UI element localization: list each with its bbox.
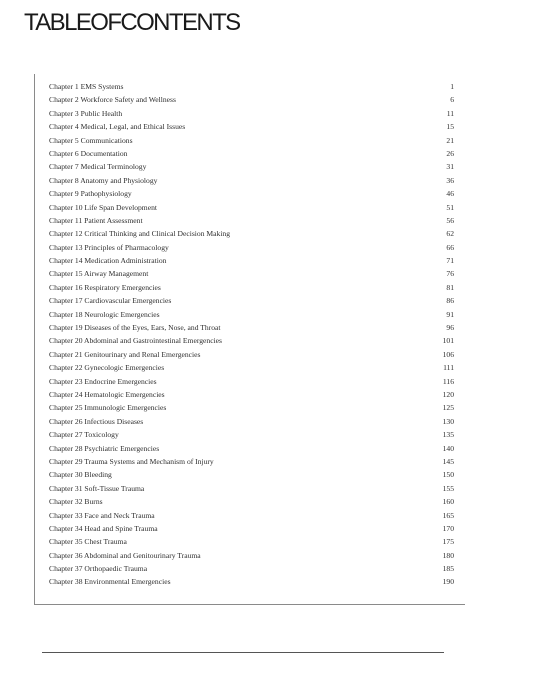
toc-entry-page-number: 91 (446, 309, 454, 319)
toc-entry-page-number: 96 (446, 323, 454, 333)
toc-entry-page-number: 111 (443, 363, 454, 373)
toc-entry-page-number: 11 (446, 108, 454, 118)
toc-entry[interactable] (49, 120, 454, 133)
toc-entry-title: Chapter 19 Diseases of the Eyes, Ears, Nose, and Throat (49, 323, 221, 333)
toc-entry-page-number: 51 (446, 202, 454, 212)
toc-entry-title: Chapter 24 Hematologic Emergencies (49, 389, 165, 399)
toc-entry[interactable] (49, 522, 454, 535)
toc-entry[interactable] (49, 201, 454, 214)
toc-entry-page-number: 185 (442, 564, 454, 574)
toc-entry-page-number: 150 (442, 470, 454, 480)
toc-entry-page-number: 36 (446, 175, 454, 185)
toc-entry-title: Chapter 27 Toxicology (49, 430, 119, 440)
toc-entry[interactable] (49, 308, 454, 321)
toc-entry-page-number: 160 (442, 497, 454, 507)
toc-entry-page-number: 101 (442, 336, 454, 346)
toc-entry[interactable] (49, 254, 454, 267)
toc-entry[interactable] (49, 562, 454, 575)
toc-entry-title: Chapter 12 Critical Thinking and Clinical Decision Making (49, 229, 231, 239)
toc-entry-page-number: 31 (446, 162, 454, 172)
toc-entry-title: Chapter 30 Bleeding (49, 470, 112, 480)
toc-entry-title: Chapter 26 Infectious Diseases (49, 416, 144, 426)
toc-entry-title: Chapter 29 Trauma Systems and Mechanism of Injury (49, 456, 214, 466)
toc-entry-title: Chapter 13 Principles of Pharmacology (49, 242, 169, 252)
toc-entry[interactable] (49, 160, 454, 173)
toc-entry[interactable] (49, 281, 454, 294)
toc-entry[interactable] (49, 428, 454, 441)
toc-entry-title: Chapter 36 Abdominal and Genitourinary Trauma (49, 550, 201, 560)
toc-entry-page-number: 125 (442, 403, 454, 413)
toc-entry[interactable] (49, 321, 454, 334)
toc-entry-title: Chapter 9 Pathophysiology (49, 189, 132, 199)
toc-entry[interactable] (49, 107, 454, 120)
toc-entry-page-number: 81 (446, 282, 454, 292)
toc-entry-page-number: 190 (442, 577, 454, 587)
toc-entry-page-number: 106 (442, 349, 454, 359)
toc-entry[interactable] (49, 549, 454, 562)
toc-entry-title: Chapter 35 Chest Trauma (49, 537, 127, 547)
toc-entry-page-number: 180 (442, 550, 454, 560)
toc-entry-title: Chapter 37 Orthopaedic Trauma (49, 564, 148, 574)
toc-entry-page-number: 165 (442, 510, 454, 520)
toc-entry-title: Chapter 15 Airway Management (49, 269, 149, 279)
toc-entry-page-number: 140 (442, 443, 454, 453)
toc-entry-title: Chapter 14 Medication Administration (49, 256, 167, 266)
toc-entry-title: Chapter 25 Immunologic Emergencies (49, 403, 167, 413)
toc-entry-title: Chapter 10 Life Span Development (49, 202, 157, 212)
toc-entry[interactable] (49, 334, 454, 347)
toc-entry[interactable] (49, 375, 454, 388)
toc-entry-title: Chapter 8 Anatomy and Physiology (49, 175, 158, 185)
toc-entry-title: Chapter 17 Cardiovascular Emergencies (49, 296, 172, 306)
toc-entry[interactable] (49, 147, 454, 160)
toc-entry-page-number: 145 (442, 456, 454, 466)
toc-entry-page-number: 170 (442, 523, 454, 533)
toc-entry[interactable] (49, 187, 454, 200)
toc-entry-title: Chapter 2 Workforce Safety and Wellness (49, 95, 176, 105)
toc-entry-title: Chapter 1 EMS Systems (49, 82, 124, 91)
toc-entry-page-number: 135 (442, 430, 454, 440)
toc-entry-title: Chapter 5 Communications (49, 135, 133, 145)
toc-entry-title: Chapter 20 Abdominal and Gastrointestinal Emergencies (49, 336, 222, 346)
toc-entry[interactable] (49, 80, 454, 93)
toc-entry[interactable] (49, 214, 454, 227)
toc-entry-title: Chapter 7 Medical Terminology (49, 162, 147, 172)
toc-entry-title: Chapter 33 Face and Neck Trauma (49, 510, 155, 520)
toc-entry-page-number: 46 (446, 189, 454, 199)
toc-entry-title: Chapter 32 Burns (49, 497, 103, 507)
toc-entry[interactable] (49, 535, 454, 548)
page-title: TABLEOFCONTENTS (24, 9, 240, 36)
toc-entry[interactable] (49, 415, 454, 428)
toc-entry-page-number: 76 (446, 269, 454, 279)
toc-entry-title: Chapter 38 Environmental Emergencies (49, 577, 171, 587)
toc-entry[interactable] (49, 575, 454, 588)
toc-entry-title: Chapter 23 Endocrine Emergencies (49, 376, 157, 386)
toc-entry-page-number: 116 (442, 376, 454, 386)
toc-entry[interactable] (49, 388, 454, 401)
toc-entry[interactable] (49, 495, 454, 508)
toc-entry[interactable] (49, 227, 454, 240)
toc-list (49, 80, 454, 589)
toc-entry-page-number: 6 (450, 95, 454, 105)
toc-entry[interactable] (49, 267, 454, 280)
toc-entry-title: Chapter 4 Medical, Legal, and Ethical Issues (49, 122, 186, 132)
toc-entry-page-number: 120 (442, 389, 454, 399)
toc-entry-page-number: 175 (442, 537, 454, 547)
toc-entry[interactable] (49, 174, 454, 187)
toc-entry[interactable] (49, 482, 454, 495)
footer-divider (42, 652, 444, 653)
toc-entry[interactable] (49, 442, 454, 455)
toc-entry[interactable] (49, 509, 454, 522)
toc-entry-title: Chapter 11 Patient Assessment (49, 215, 143, 225)
toc-entry-page-number: 15 (446, 122, 454, 132)
toc-entry-title: Chapter 16 Respiratory Emergencies (49, 282, 161, 292)
toc-entry-page-number: 21 (446, 135, 454, 145)
toc-entry-page-number: 56 (446, 215, 454, 225)
toc-entry-title: Chapter 28 Psychiatric Emergencies (49, 443, 160, 453)
toc-entry-title: Chapter 34 Head and Spine Trauma (49, 523, 158, 533)
toc-entry[interactable] (49, 401, 454, 414)
toc-entry-page-number: 71 (446, 256, 454, 266)
toc-entry-title: Chapter 21 Genitourinary and Renal Emergencies (49, 349, 201, 359)
toc-entry-title: Chapter 6 Documentation (49, 148, 128, 158)
toc-entry[interactable] (49, 241, 454, 254)
toc-entry-title: Chapter 31 Soft-Tissue Trauma (49, 483, 145, 493)
toc-entry-title: Chapter 3 Public Health (49, 108, 123, 118)
toc-entry[interactable] (49, 455, 454, 468)
toc-entry-title: Chapter 22 Gynecologic Emergencies (49, 363, 165, 373)
toc-entry-page-number: 86 (446, 296, 454, 306)
toc-entry-page-number: 66 (446, 242, 454, 252)
toc-entry-page-number: 62 (446, 229, 454, 239)
toc-entry[interactable] (49, 294, 454, 307)
toc-entry-page-number: 155 (442, 483, 454, 493)
toc-entry-page-number: 1 (450, 82, 454, 91)
toc-entry[interactable] (49, 468, 454, 481)
toc-entry-page-number: 26 (446, 148, 454, 158)
toc-entry[interactable] (49, 361, 454, 374)
toc-entry[interactable] (49, 93, 454, 106)
toc-entry-title: Chapter 18 Neurologic Emergencies (49, 309, 160, 319)
toc-entry[interactable] (49, 348, 454, 361)
toc-entry[interactable] (49, 134, 454, 147)
toc-entry-page-number: 130 (442, 416, 454, 426)
